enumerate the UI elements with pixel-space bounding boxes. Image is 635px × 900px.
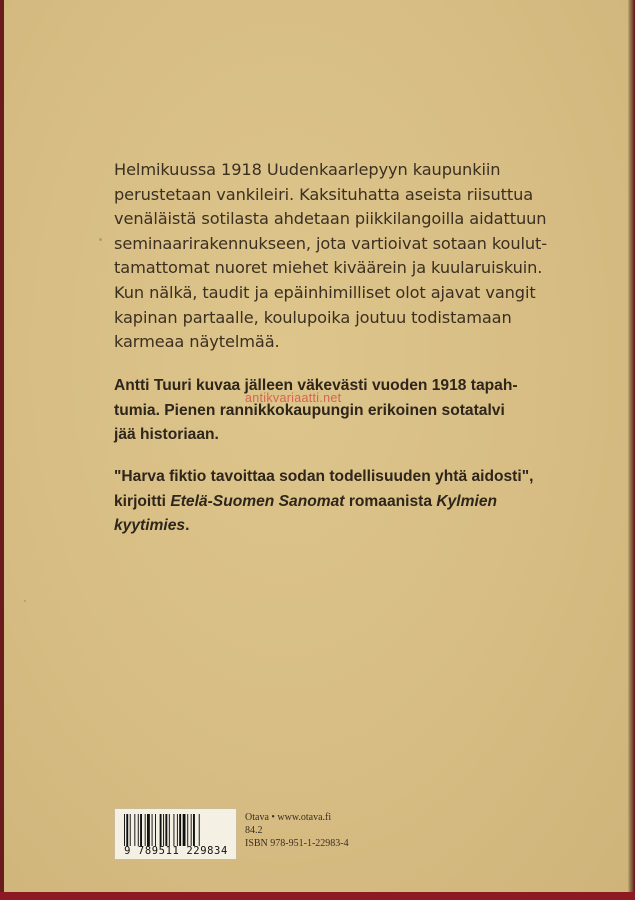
paper-speck — [24, 600, 26, 602]
blurb-line: Kun nälkä, taudit ja epäinhimilliset olot ajavat vangit — [114, 282, 536, 302]
blurb-line: karmeaa näytelmää. — [114, 332, 280, 352]
barcode-digits: 9 789511 229834 — [124, 845, 228, 857]
blurb-line: kapinan partaalle, koulupoika joutuu todistamaan — [114, 307, 512, 327]
summary-line: Antti Tuuri kuvaa jälleen väkevästi vuoden 1918 tapah- — [114, 377, 518, 394]
barcode-icon — [123, 814, 229, 846]
book-binding-edge — [0, 892, 635, 900]
quote-text: romaanista — [344, 492, 437, 510]
blurb-paragraph — [114, 158, 574, 355]
summary-paragraph — [114, 374, 584, 448]
book-title: Kylmien — [436, 492, 498, 510]
quote-text: . — [185, 517, 190, 534]
isbn-number: ISBN 978-951-1-22983-4 — [245, 838, 349, 849]
book-spine-edge — [629, 0, 635, 900]
isbn-barcode-label — [114, 808, 237, 860]
summary-line: jää historiaan. — [114, 426, 219, 443]
quote-text: kirjoitti — [114, 492, 171, 510]
quote-line: "Harva fiktio tavoittaa sodan todellisuuden yhtä aidosti", — [114, 468, 534, 485]
summary-line: tumia. Pienen rannikkokaupungin erikoinen sotatalvi — [114, 401, 505, 419]
blurb-line: Helmikuussa 1918 Uudenkaarlepyyn kaupunkiin — [114, 160, 501, 179]
blurb-line: perustetaan vankileiri. Kaksituhatta aseista riisuttua — [114, 184, 534, 204]
blurb-line: seminaarirakennukseen, jota vartioivat sotaan koulut- — [114, 233, 548, 253]
quote-line — [114, 490, 594, 515]
book-title: kyytimies — [114, 517, 186, 534]
classification-code: 84.2 — [245, 825, 263, 836]
publisher-info — [245, 811, 349, 850]
publisher-line: Otava • www.otava.fi — [245, 812, 332, 823]
blurb-line: tamattomat nuoret miehet kiväärein ja kuularuiskuin. — [114, 258, 543, 278]
quote-line — [114, 514, 594, 539]
paper-speck — [99, 238, 102, 241]
newspaper-name: Etelä-Suomen Sanomat — [170, 492, 345, 510]
watermark-text: antikvariaatti.net — [245, 391, 342, 405]
blurb-line: venäläistä sotilasta ahdetaan piikkilangoilla aidattuun — [114, 209, 547, 229]
review-quote — [114, 465, 594, 539]
